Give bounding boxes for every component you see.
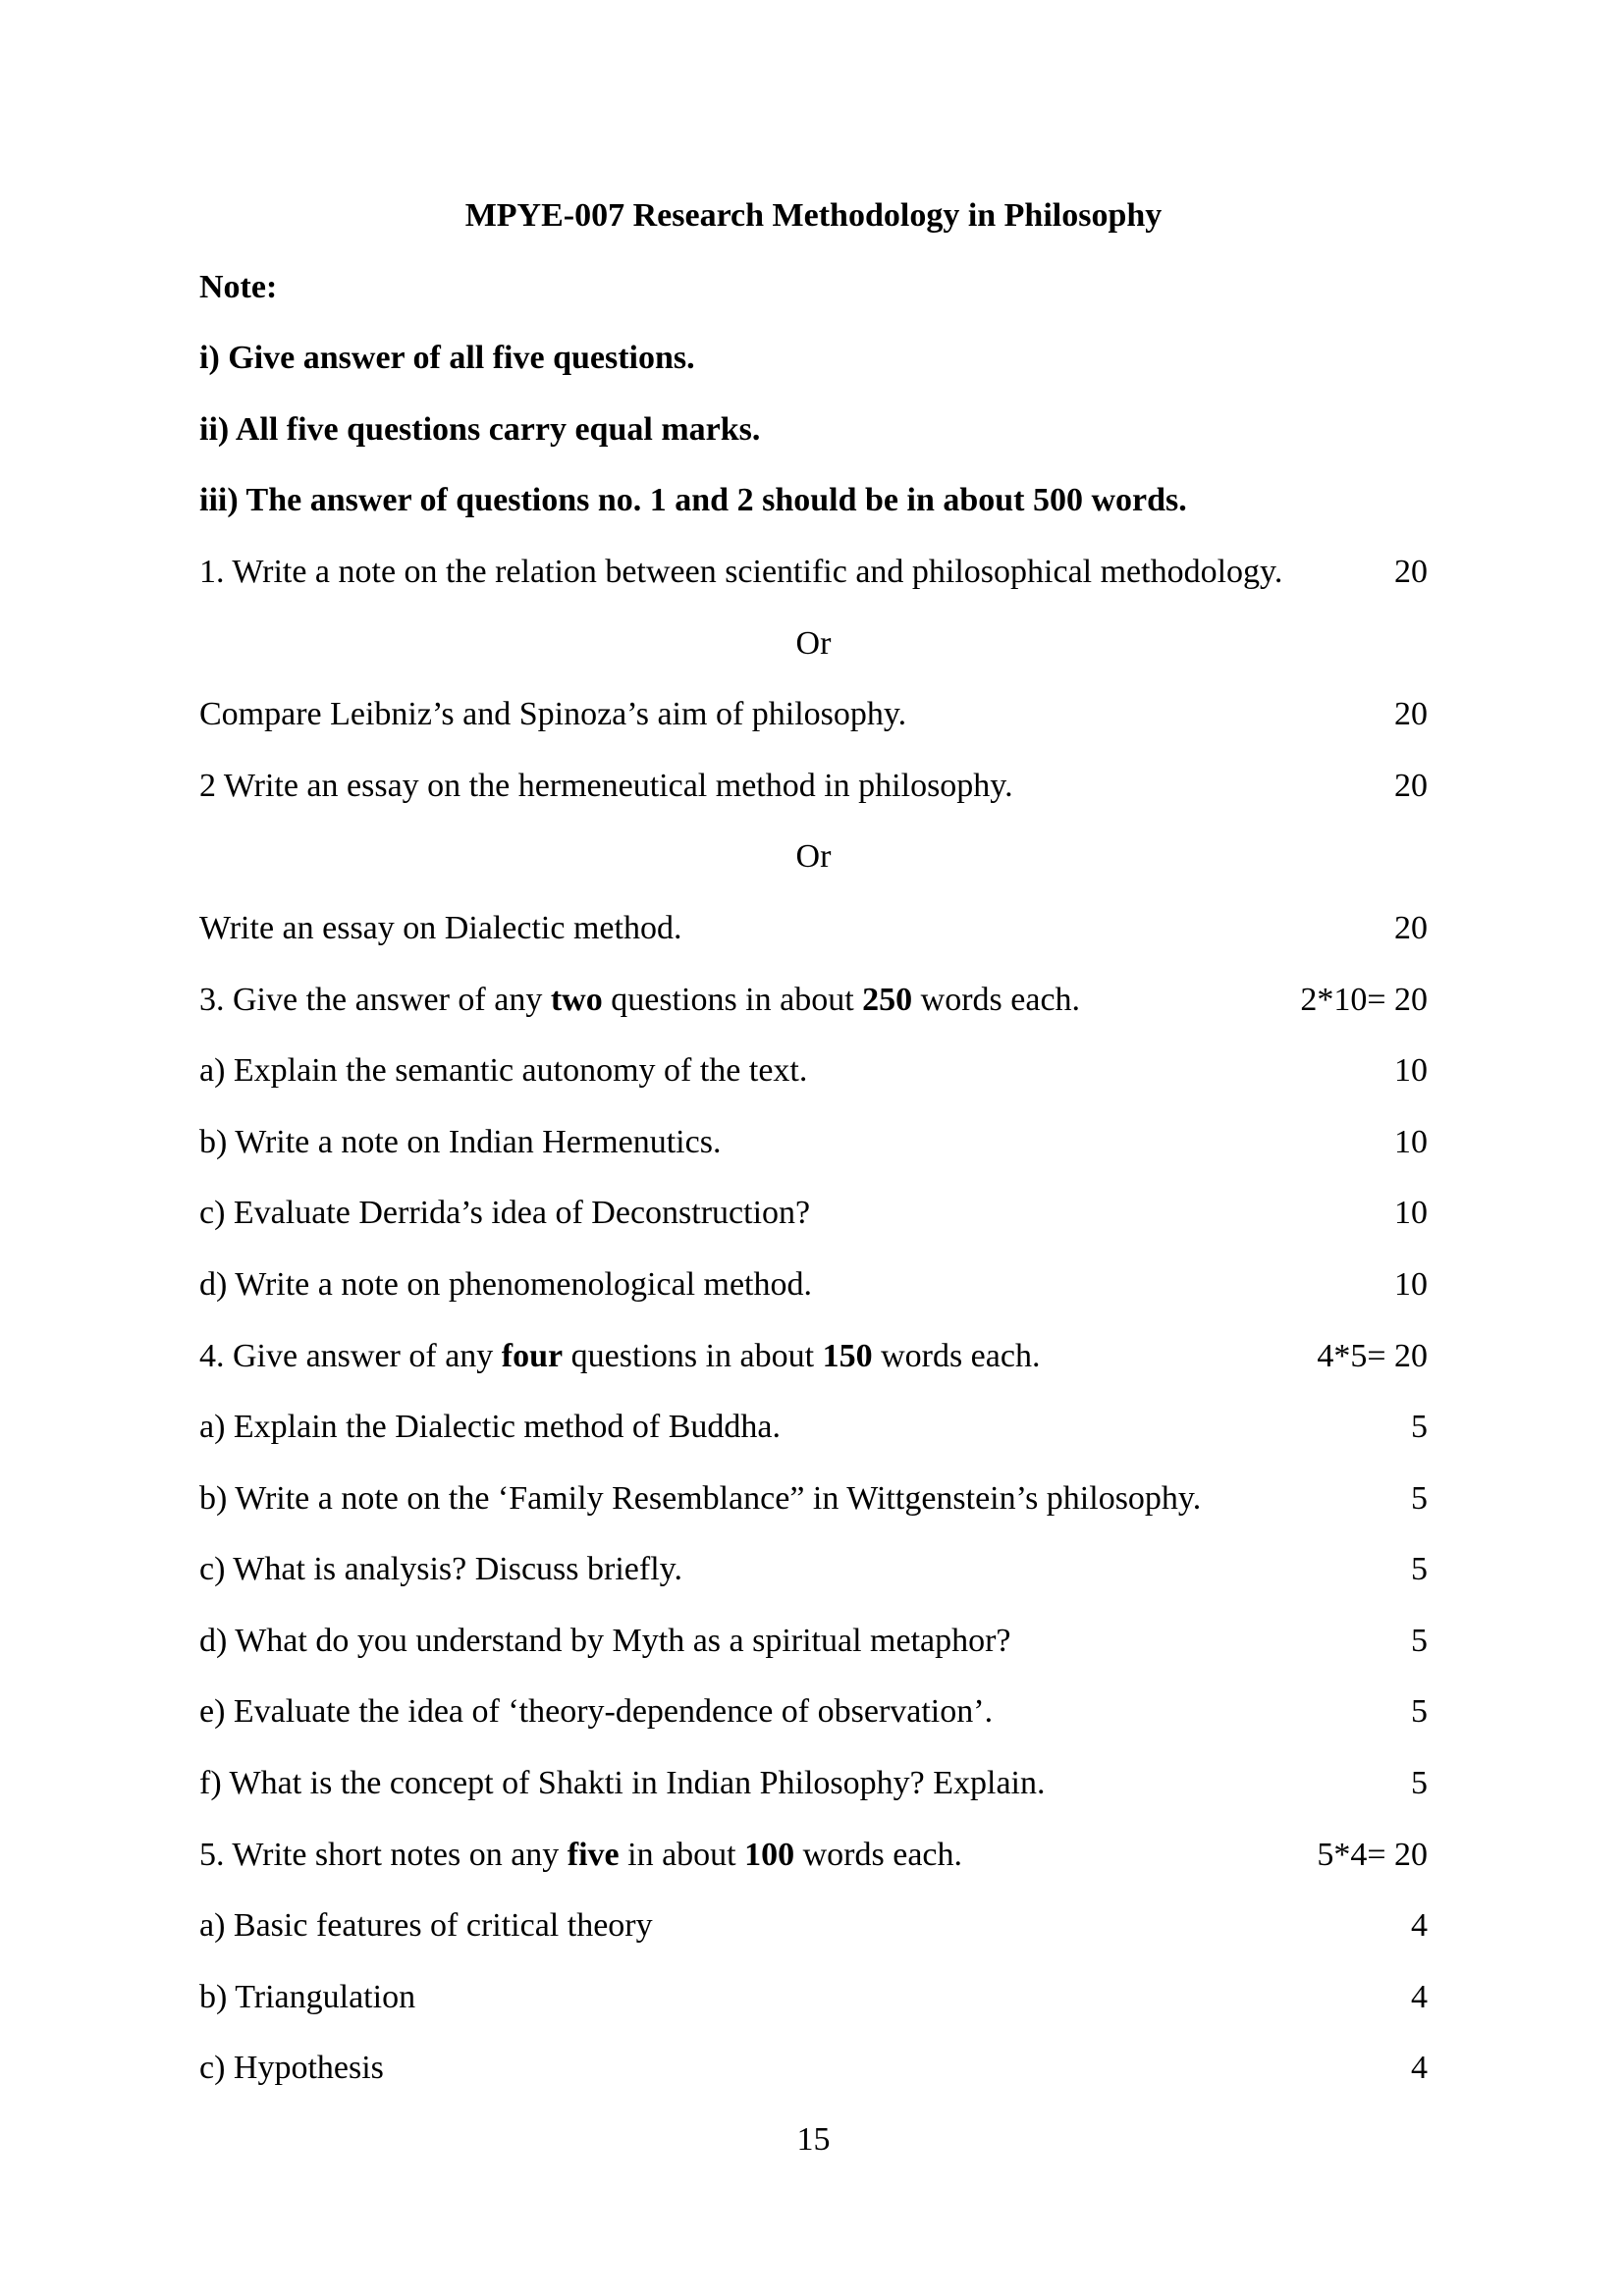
question-3-segment-4: words each. — [912, 981, 1081, 1018]
question-3c-marks: 10 — [1394, 1195, 1428, 1232]
instruction-ii-text: ii) All five questions carry equal marks. — [199, 410, 761, 448]
question-5-marks: 5*4= 20 — [1317, 1836, 1428, 1873]
question-3d — [199, 1250, 1428, 1321]
question-3b-text: b) Write a note on Indian Hermenutics. — [199, 1123, 722, 1160]
question-4c-marks: 5 — [1411, 1551, 1428, 1588]
question-4f-marks: 5 — [1411, 1765, 1428, 1802]
question-3c-text: c) Evaluate Derrida’s idea of Deconstruction? — [199, 1195, 811, 1232]
question-4-marks: 4*5= 20 — [1317, 1337, 1428, 1374]
instruction-i-text: i) Give answer of all five questions. — [199, 340, 695, 377]
question-1-alternative-text: Compare Leibniz’s and Spinoza’s aim of philosophy. — [199, 696, 907, 733]
question-3a-marks: 10 — [1394, 1052, 1428, 1090]
question-3-segment-2: questions in about — [602, 981, 863, 1018]
page-number-text: 15 — [796, 2121, 831, 2159]
instruction-iii — [199, 465, 1428, 537]
question-3c — [199, 1178, 1428, 1250]
question-2-marks: 20 — [1394, 767, 1428, 804]
question-3d-marks: 10 — [1394, 1265, 1428, 1303]
question-5b-marks: 4 — [1411, 1978, 1428, 2015]
question-5b — [199, 1962, 1428, 2034]
question-5 — [199, 1820, 1428, 1892]
question-2-alternative-text: Write an essay on Dialectic method. — [199, 909, 682, 946]
question-1-alternative-marks: 20 — [1394, 696, 1428, 733]
title-text: MPYE-007 Research Methodology in Philosophy — [464, 197, 1163, 234]
question-5c — [199, 2033, 1428, 2105]
question-4d-text: d) What do you understand by Myth as a spiritual metaphor? — [199, 1622, 1011, 1659]
question-4b-text: b) Write a note on the ‘Family Resemblance” in Wittgenstein’s philosophy. — [199, 1479, 1202, 1517]
question-3b — [199, 1107, 1428, 1179]
question-4a-text: a) Explain the Dialectic method of Buddha. — [199, 1409, 781, 1446]
question-5-segment-0: 5. Write short notes on any — [199, 1836, 568, 1873]
or-separator-2 — [199, 822, 1428, 893]
question-5c-marks: 4 — [1411, 2050, 1428, 2087]
question-5a-text: a) Basic features of critical theory — [199, 1907, 653, 1945]
question-5-segment-4: words each. — [794, 1836, 963, 1873]
question-4c-text: c) What is analysis? Discuss briefly. — [199, 1551, 682, 1588]
question-5c-text: c) Hypothesis — [199, 2050, 384, 2087]
question-5a-marks: 4 — [1411, 1907, 1428, 1945]
question-2-text: 2 Write an essay on the hermeneutical method in philosophy. — [199, 767, 1013, 804]
question-4-segment-1: four — [501, 1337, 564, 1374]
question-4d — [199, 1606, 1428, 1678]
question-3d-text: d) Write a note on phenomenological method. — [199, 1265, 813, 1303]
question-3a — [199, 1036, 1428, 1107]
question-4-text — [199, 1321, 1040, 1393]
question-5a — [199, 1891, 1428, 1962]
note-label — [199, 252, 1428, 324]
instruction-ii — [199, 395, 1428, 466]
question-4d-marks: 5 — [1411, 1622, 1428, 1659]
question-4-segment-3: 150 — [822, 1337, 873, 1374]
question-3a-text: a) Explain the semantic autonomy of the text. — [199, 1052, 808, 1090]
page-number — [199, 2105, 1428, 2176]
question-4c — [199, 1534, 1428, 1606]
title — [199, 181, 1428, 252]
question-3-segment-0: 3. Give the answer of any — [199, 981, 551, 1018]
question-3b-marks: 10 — [1394, 1123, 1428, 1160]
question-4e-marks: 5 — [1411, 1693, 1428, 1731]
question-3-text — [199, 965, 1080, 1037]
question-5-segment-2: in about — [619, 1836, 745, 1873]
question-5b-text: b) Triangulation — [199, 1978, 416, 2015]
question-4b-marks: 5 — [1411, 1479, 1428, 1517]
question-3 — [199, 965, 1428, 1037]
or-separator-2-text: Or — [795, 838, 832, 876]
question-5-segment-3: 100 — [744, 1836, 795, 1873]
question-3-segment-1: two — [550, 981, 603, 1018]
question-2 — [199, 751, 1428, 823]
question-4b — [199, 1464, 1428, 1535]
question-1 — [199, 537, 1428, 609]
question-3-segment-3: 250 — [862, 981, 913, 1018]
or-separator-1 — [199, 609, 1428, 680]
question-5-segment-1: five — [567, 1836, 620, 1873]
question-4e — [199, 1677, 1428, 1748]
question-1-marks: 20 — [1394, 553, 1428, 590]
question-4e-text: e) Evaluate the idea of ‘theory-dependence of observation’. — [199, 1693, 994, 1731]
question-4-segment-0: 4. Give answer of any — [199, 1337, 502, 1374]
note-label-text: Note: — [199, 268, 278, 305]
or-separator-1-text: Or — [795, 624, 832, 662]
question-4a — [199, 1392, 1428, 1464]
question-1-alternative — [199, 679, 1428, 751]
question-2-alternative-marks: 20 — [1394, 909, 1428, 946]
question-2-alternative — [199, 893, 1428, 965]
question-1-text: 1. Write a note on the relation between scientific and philosophical methodology. — [199, 553, 1283, 590]
question-4 — [199, 1321, 1428, 1393]
question-5-text — [199, 1820, 962, 1892]
question-4f-text: f) What is the concept of Shakti in Indian Philosophy? Explain. — [199, 1765, 1046, 1802]
question-3-marks: 2*10= 20 — [1300, 981, 1428, 1018]
question-4-segment-4: words each. — [872, 1337, 1041, 1374]
question-4f — [199, 1748, 1428, 1820]
question-4-segment-2: questions in about — [563, 1337, 823, 1374]
instruction-i — [199, 323, 1428, 395]
question-4a-marks: 5 — [1411, 1409, 1428, 1446]
instruction-iii-text: iii) The answer of questions no. 1 and 2 should be in about 500 words. — [199, 482, 1187, 519]
